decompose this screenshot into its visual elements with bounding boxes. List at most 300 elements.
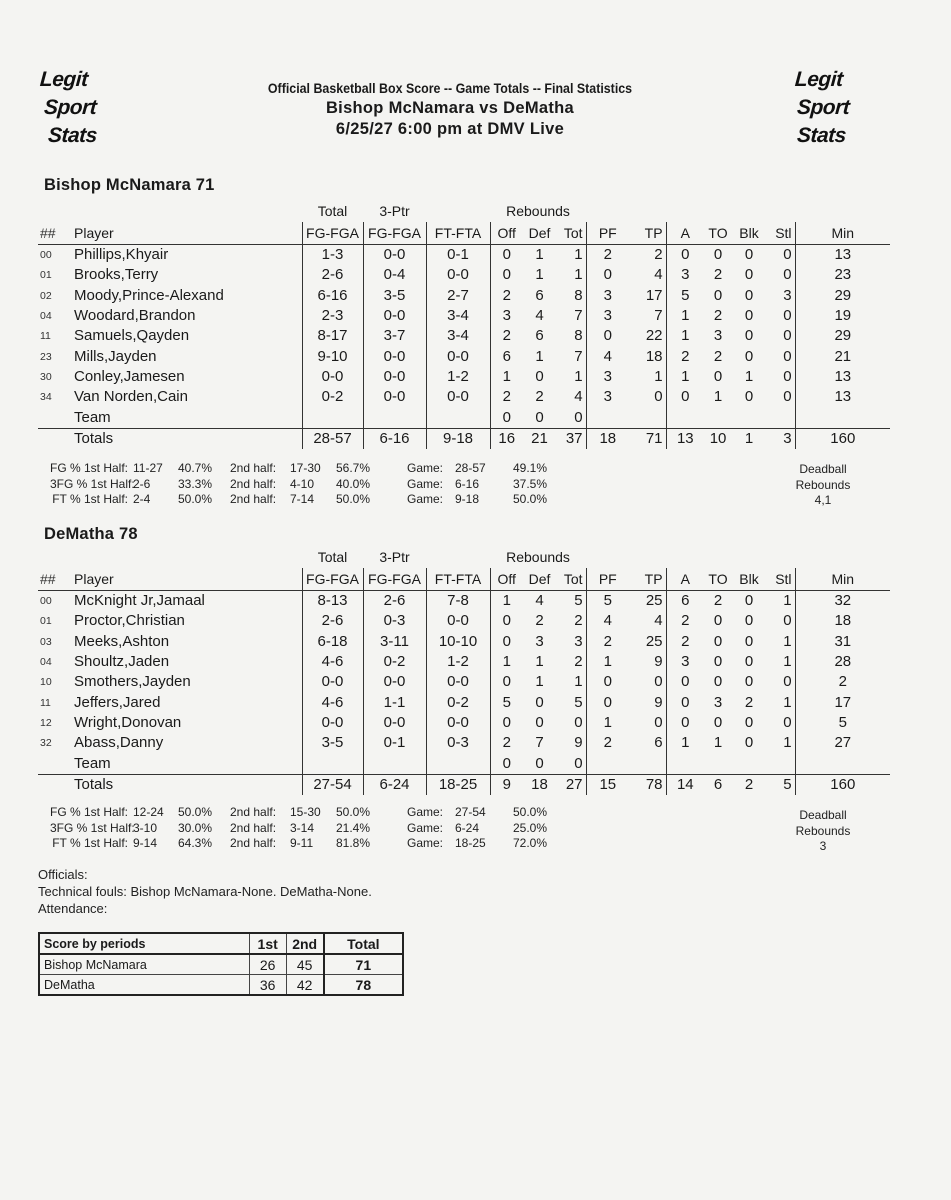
stat-name: Shoultz,Jaden (74, 653, 170, 671)
stat-ft (426, 753, 490, 774)
pct-glabel: Game: (407, 836, 444, 850)
stat-tp3: 0-0 (363, 245, 426, 266)
stat-fg: 0-0 (302, 367, 363, 387)
stat-min: 21 (834, 347, 852, 365)
stat-tp3: 0-0 (363, 306, 426, 326)
stat-tot: 0 (556, 713, 586, 733)
stat-blk: 1 (744, 367, 754, 385)
total-tp3: 6-16 (363, 428, 426, 449)
stat-pf: 5 (603, 592, 612, 610)
periods-row (39, 954, 403, 975)
stat-stl (766, 407, 795, 428)
stat-to: 0 (713, 246, 723, 264)
stat-tp: 9 (629, 652, 666, 672)
stat-to: 1 (713, 734, 723, 752)
stat-off: 3 (502, 307, 511, 325)
stat-tp3: 3-5 (363, 286, 426, 306)
stat-blk (732, 407, 766, 428)
stat-to: 2 (713, 347, 723, 365)
stat-def: 3 (535, 632, 544, 650)
stat-stl: 0 (766, 367, 795, 387)
stat-tot: 1 (556, 265, 586, 285)
periods-team: DeMatha (39, 975, 249, 996)
pct-gp: 37.5% (513, 476, 548, 491)
pct-h2label: 2nd half: (230, 492, 277, 506)
box-score-table (38, 546, 890, 795)
stat-off: 5 (502, 693, 511, 711)
total-pf: 15 (586, 774, 629, 795)
pct-label: 3FG % 1st Half: (50, 820, 135, 835)
pct-h2p: 56.7% (336, 461, 371, 475)
column-header-fg: FG-FGA (302, 568, 363, 591)
game-datetime: 6/25/27 6:00 pm at DMV Live (335, 120, 565, 138)
period-2-header: 2nd (286, 933, 324, 954)
stat-tp3: 0-1 (363, 733, 426, 753)
pct-g: 27-54 (455, 805, 486, 819)
total-off: 9 (490, 774, 523, 795)
spacer (586, 200, 629, 222)
deadball-line: Deadball (799, 808, 847, 822)
player-row (38, 652, 890, 672)
stat-tp3: 3-7 (363, 326, 426, 346)
total-header: Total (324, 933, 403, 954)
stat-def: 7 (535, 734, 544, 752)
stat-min: 13 (834, 388, 852, 406)
stat-min: 13 (834, 367, 852, 385)
column-header-blk: Blk (732, 222, 766, 245)
team-title: Bishop McNamara 71 (44, 176, 215, 194)
stat-fg: 4-6 (302, 652, 363, 672)
period-1-header: 1st (249, 933, 286, 954)
stat-fg: 0-2 (302, 387, 363, 407)
column-header-ft: FT-FTA (426, 568, 490, 591)
stat-tp3 (363, 407, 426, 428)
stat-a: 3 (681, 266, 690, 284)
pct-gp: 49.1% (513, 461, 548, 475)
pct-glabel: Game: (407, 820, 444, 835)
pct-g: 6-16 (455, 476, 480, 491)
stat-a: 1 (681, 327, 690, 345)
stat-name: Conley,Jamesen (74, 367, 185, 385)
stat-tp3: 0-0 (363, 346, 426, 366)
stat-blk: 0 (744, 632, 754, 650)
pct-h2label: 2nd half: (230, 476, 277, 491)
stat-blk: 0 (744, 612, 754, 630)
column-group-header (38, 200, 890, 222)
spacer (766, 546, 795, 568)
pct-glabel: Game: (407, 476, 444, 491)
stat-num: 02 (40, 289, 52, 302)
deadball-rebounds (770, 808, 876, 855)
stat-ft: 2-7 (426, 286, 490, 306)
stat-blk: 0 (744, 713, 754, 731)
stat-stl: 1 (766, 632, 795, 652)
stat-tp3: 0-0 (363, 387, 426, 407)
stat-tot: 5 (556, 692, 586, 712)
stat-a (666, 753, 704, 774)
player-row (38, 326, 890, 346)
stat-blk: 0 (744, 266, 754, 284)
player-row (38, 245, 890, 266)
total-tot: 37 (556, 428, 586, 449)
stat-tp: 0 (629, 387, 666, 407)
pct-h2: 15-30 (290, 805, 321, 819)
stat-ft: 0-3 (426, 733, 490, 753)
group-total-label: Total (317, 203, 348, 219)
stat-tp: 18 (629, 346, 666, 366)
stat-def: 2 (535, 612, 544, 630)
pct-h2label: 2nd half: (230, 836, 277, 850)
stat-tp: 1 (629, 367, 666, 387)
stat-num: 01 (40, 615, 52, 628)
stat-stl: 0 (766, 611, 795, 631)
stat-fg: 1-3 (302, 245, 363, 266)
stat-min: 32 (834, 592, 852, 610)
period-2-score: 42 (286, 975, 324, 996)
stat-tp3: 2-6 (363, 591, 426, 612)
matchup: Bishop McNamara vs DeMatha (325, 99, 575, 117)
logo-line: Stats (796, 124, 847, 147)
pct-h2p: 81.8% (336, 836, 371, 850)
pct-label: FT % 1st Half: (52, 836, 128, 850)
document-header (190, 80, 710, 140)
stat-blk: 0 (744, 327, 754, 345)
stat-def: 4 (535, 592, 544, 610)
stat-off: 0 (502, 246, 511, 264)
stat-num (38, 407, 74, 428)
stat-name: Moody,Prince-Alexand (74, 286, 224, 304)
spacer (795, 546, 890, 568)
stat-num: 30 (40, 370, 52, 383)
stat-stl: 1 (766, 733, 795, 753)
stat-off: 0 (502, 632, 511, 650)
column-header-def: Def (523, 222, 556, 245)
pct-g: 9-18 (455, 492, 480, 506)
total-name: Totals (74, 428, 302, 449)
document-title: Official Basketball Box Score -- Game Totals -- Final Statistics (267, 81, 633, 96)
pct-label: FG % 1st Half: (50, 805, 129, 819)
stat-min: 13 (834, 246, 852, 264)
box-score-table (38, 200, 890, 449)
period-1-score: 26 (249, 954, 286, 975)
stat-num: 12 (40, 716, 52, 729)
total-stl: 3 (766, 428, 795, 449)
spacer (426, 200, 490, 222)
pct-gp: 50.0% (513, 492, 548, 506)
column-header-stl: Stl (766, 568, 795, 591)
column-header-player: Player (74, 222, 302, 245)
stat-num: 04 (40, 656, 52, 669)
stat-to (704, 407, 732, 428)
column-header-pf: PF (586, 568, 629, 591)
stat-a: 0 (681, 693, 690, 711)
stat-tot: 8 (556, 286, 586, 306)
stat-pf (586, 407, 629, 428)
stat-tp3: 0-4 (363, 265, 426, 285)
stat-name: Team (74, 408, 111, 426)
stat-tp3: 3-11 (363, 632, 426, 652)
score-by-periods-table (38, 932, 404, 996)
stat-a: 2 (681, 632, 690, 650)
stat-min: 23 (834, 266, 852, 284)
stat-stl: 0 (766, 326, 795, 346)
stat-pf: 0 (603, 693, 612, 711)
stat-tp: 0 (629, 713, 666, 733)
stat-min: 29 (834, 286, 852, 304)
totals-row (38, 428, 890, 449)
stat-num: 10 (40, 676, 52, 689)
stat-to: 0 (713, 653, 723, 671)
stat-ft: 0-0 (426, 672, 490, 692)
total-blk: 2 (732, 774, 766, 795)
pct-h2label: 2nd half: (230, 805, 277, 819)
stat-ft: 0-0 (426, 713, 490, 733)
pct-h1: 11-27 (133, 461, 163, 475)
stat-num: 04 (40, 310, 52, 323)
periods-header-row (39, 933, 403, 954)
pct-h2p: 21.4% (336, 820, 371, 835)
stat-num: 00 (40, 249, 52, 262)
stat-pf: 1 (603, 653, 612, 671)
attendance: Attendance: (38, 901, 108, 916)
stat-name: Mills,Jayden (74, 347, 157, 365)
column-header-tot: Tot (556, 222, 586, 245)
pct-glabel: Game: (407, 805, 444, 819)
pct-h1p: 50.0% (178, 805, 213, 819)
total-pf: 18 (586, 428, 629, 449)
stat-to: 0 (713, 612, 723, 630)
player-row (38, 346, 890, 366)
deadball-line: 3 (819, 839, 827, 853)
stat-name: Team (74, 754, 111, 772)
stat-fg: 6-18 (302, 632, 363, 652)
spacer (666, 546, 704, 568)
column-header-blk: Blk (732, 568, 766, 591)
stat-min: 18 (834, 612, 852, 630)
stat-stl: 0 (766, 387, 795, 407)
logo-line: Stats (47, 124, 98, 147)
stat-tp: 6 (629, 733, 666, 753)
stat-fg (302, 753, 363, 774)
column-header-tot: Tot (556, 568, 586, 591)
stat-blk: 0 (744, 307, 754, 325)
stat-a: 1 (681, 734, 690, 752)
stat-off: 0 (502, 408, 511, 426)
periods-row (39, 975, 403, 996)
total-blk: 1 (732, 428, 766, 449)
stat-stl: 0 (766, 245, 795, 266)
stat-blk: 2 (744, 693, 754, 711)
stat-name: Van Norden,Cain (74, 388, 188, 406)
stat-tp3: 0-3 (363, 611, 426, 631)
stat-name: Samuels,Qayden (74, 327, 190, 345)
stat-name: Abass,Danny (74, 734, 164, 752)
stat-ft: 1-2 (426, 367, 490, 387)
stat-blk: 0 (744, 388, 754, 406)
stat-a (666, 407, 704, 428)
game-notes (38, 866, 372, 917)
stat-fg: 2-6 (302, 611, 363, 631)
stat-def: 2 (535, 388, 544, 406)
total-score: 71 (324, 954, 403, 975)
stat-to: 2 (713, 592, 723, 610)
totals-row (38, 774, 890, 795)
stat-to: 0 (713, 713, 723, 731)
total-num (38, 428, 74, 449)
stat-to: 2 (713, 266, 723, 284)
column-header-row (38, 568, 890, 591)
stat-fg: 8-17 (302, 326, 363, 346)
deadball-line: 4,1 (814, 493, 832, 507)
pct-g: 18-25 (455, 836, 486, 850)
spacer (766, 200, 795, 222)
stat-def: 6 (535, 286, 544, 304)
stat-a: 2 (681, 612, 690, 630)
team-title: DeMatha 78 (44, 525, 138, 543)
stat-tp: 2 (629, 245, 666, 266)
stat-blk: 0 (744, 653, 754, 671)
stat-off: 0 (502, 754, 511, 772)
column-header-tp3: FG-FGA (363, 222, 426, 245)
stat-off: 2 (502, 734, 511, 752)
player-row (38, 407, 890, 428)
stat-ft: 1-2 (426, 652, 490, 672)
stat-a: 1 (681, 307, 690, 325)
stat-blk: 0 (744, 592, 754, 610)
column-header-fg: FG-FGA (302, 222, 363, 245)
stat-fg: 0-0 (302, 713, 363, 733)
total-off: 16 (490, 428, 523, 449)
spacer (38, 546, 74, 568)
stat-def: 4 (535, 307, 544, 325)
spacer (795, 200, 890, 222)
stat-off: 2 (502, 388, 511, 406)
periods-team: Bishop McNamara (39, 954, 249, 975)
stat-blk: 0 (744, 673, 754, 691)
stat-a: 0 (681, 246, 690, 264)
stat-tp3: 0-0 (363, 367, 426, 387)
stat-tp3: 0-0 (363, 672, 426, 692)
stat-tp: 7 (629, 306, 666, 326)
stat-tp3 (363, 753, 426, 774)
total-min: 160 (795, 428, 890, 449)
stat-def: 1 (535, 246, 544, 264)
player-row (38, 713, 890, 733)
stat-def: 1 (535, 653, 544, 671)
total-a: 14 (666, 774, 704, 795)
total-to: 6 (704, 774, 732, 795)
stat-stl: 1 (766, 692, 795, 712)
stat-off: 1 (502, 367, 511, 385)
stat-off: 2 (502, 327, 511, 345)
stat-tot: 3 (556, 632, 586, 652)
stat-off: 1 (502, 653, 511, 671)
stat-tp: 4 (629, 611, 666, 631)
stat-to: 0 (713, 286, 723, 304)
stat-tot: 5 (556, 591, 586, 612)
column-header-num: ## (38, 568, 74, 591)
pct-h2p: 50.0% (336, 492, 371, 506)
stat-off: 0 (502, 612, 511, 630)
stat-pf: 3 (603, 367, 612, 385)
deadball-rebounds (770, 462, 876, 509)
stat-tot: 9 (556, 733, 586, 753)
officials: Officials: (38, 867, 88, 882)
total-stl: 5 (766, 774, 795, 795)
stat-stl: 0 (766, 306, 795, 326)
column-header-def: Def (523, 568, 556, 591)
spacer (732, 546, 766, 568)
stat-name: McKnight Jr,Jamaal (74, 592, 205, 610)
total-min: 160 (795, 774, 890, 795)
stat-pf: 4 (603, 347, 612, 365)
stat-min: 5 (838, 713, 847, 731)
pct-h2label: 2nd half: (230, 461, 277, 475)
stat-tp3: 0-0 (363, 713, 426, 733)
total-tp: 78 (629, 774, 666, 795)
group-rebounds-label: Rebounds (506, 203, 570, 219)
pct-h1: 2-6 (133, 476, 151, 491)
stat-name: Woodard,Brandon (74, 307, 196, 325)
pct-h1p: 64.3% (178, 836, 213, 850)
logo-left (35, 66, 131, 150)
stat-min: 31 (834, 632, 852, 650)
pct-h2: 9-11 (290, 836, 314, 850)
total-def: 21 (523, 428, 556, 449)
stat-ft: 0-0 (426, 611, 490, 631)
pct-gp: 25.0% (513, 820, 548, 835)
stat-ft (426, 407, 490, 428)
stat-a: 0 (681, 388, 690, 406)
stat-name: Meeks,Ashton (74, 632, 170, 650)
spacer (704, 546, 732, 568)
stat-tot: 2 (556, 611, 586, 631)
stat-name: Smothers,Jayden (74, 673, 191, 691)
technical-fouls: Technical fouls: Bishop McNamara-None. DeMatha-None. (38, 884, 372, 899)
stat-tot: 1 (556, 672, 586, 692)
stat-pf: 4 (603, 612, 612, 630)
pct-glabel: Game: (407, 461, 444, 475)
stat-tot: 1 (556, 245, 586, 266)
stat-a: 2 (681, 347, 690, 365)
pct-label: FG % 1st Half: (50, 461, 129, 475)
stat-min: 19 (834, 307, 852, 325)
group-total-label: Total (317, 549, 348, 565)
pct-h1: 12-24 (133, 805, 164, 819)
stat-num (38, 753, 74, 774)
stat-fg: 4-6 (302, 692, 363, 712)
logo-right (790, 66, 886, 150)
player-row (38, 367, 890, 387)
stat-name: Phillips,Khyair (74, 246, 169, 264)
total-tot: 27 (556, 774, 586, 795)
stat-ft: 0-0 (426, 387, 490, 407)
player-row (38, 611, 890, 631)
stat-min: 17 (834, 693, 852, 711)
pct-h2p: 40.0% (336, 476, 371, 491)
pct-h2: 3-14 (290, 820, 315, 835)
column-header-pf: PF (586, 222, 629, 245)
stat-pf: 0 (603, 673, 612, 691)
stat-pf: 1 (603, 713, 612, 731)
player-row (38, 591, 890, 612)
spacer (586, 546, 629, 568)
total-num (38, 774, 74, 795)
stat-num: 34 (40, 391, 52, 404)
total-to: 10 (704, 428, 732, 449)
stat-num: 03 (40, 635, 52, 648)
stat-ft: 10-10 (426, 632, 490, 652)
